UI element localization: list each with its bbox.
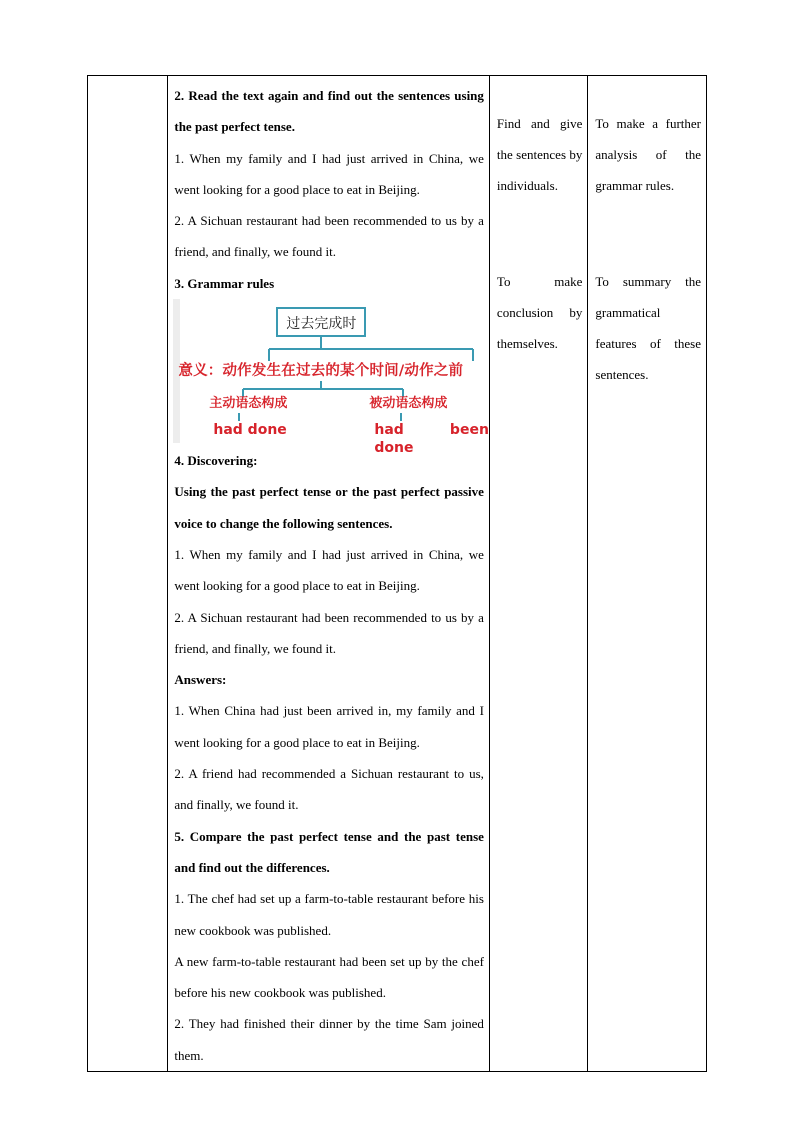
purpose-cell [588, 76, 707, 1072]
diagram-passive-form: had been done [374, 422, 489, 457]
section5-sentence-1: 1. The chef had set up a farm-to-table restaurant before his new cookbook was published. [174, 891, 484, 938]
students-activity-2: To make conclusion by themselves. [496, 273, 583, 352]
grammar-rules-diagram [173, 299, 489, 457]
answers-label: Answers: [174, 672, 227, 688]
table-row [88, 76, 707, 1072]
students-activity-cell [489, 76, 587, 1072]
teaching-content-cell [168, 76, 490, 1072]
diagram-meaning: 意义：动作发生在过去的某个时间/动作之前 [178, 363, 464, 380]
diagram-active-voice-label: 主动语态构成 [209, 396, 288, 412]
section4-title: 4. Discovering: [174, 453, 258, 469]
section4-instruction: Using the past perfect tense or the past perfect passive voice to change the following sentences. [174, 484, 484, 531]
diagram-active-form: had done [213, 422, 287, 439]
section2-sentence-1: 1. When my family and I had just arrived in China, we went looking for a good place to eat in Beijing. [174, 150, 484, 197]
students-activity-1: Find and give the sentences by individuals. [496, 116, 583, 194]
section2-sentence-2: 2. A Sichuan restaurant had been recommended to us by a friend, and finally, we found it. [174, 213, 484, 260]
purpose-1: To make a further analysis of the grammar rules. [595, 116, 701, 194]
lesson-plan-table [87, 75, 707, 1072]
purpose-2: To summary the grammatical features of these sentences. [595, 273, 701, 383]
stage-cell [88, 76, 168, 1072]
diagram-title-box: 过去完成时 [276, 307, 366, 337]
answer-2: 2. A friend had recommended a Sichuan restaurant to us, and finally, we found it. [174, 766, 484, 813]
section5-title: 5. Compare the past perfect tense and the past tense and find out the differences. [174, 828, 484, 875]
section4-sentence-2: 2. A Sichuan restaurant had been recommended to us by a friend, and finally, we found it. [174, 609, 484, 656]
answer-1: 1. When China had just been arrived in, my family and I went looking for a good place to eat in Beijing. [174, 703, 484, 750]
section5-sentence-2: 2. They had finished their dinner by the time Sam joined them. [174, 1016, 484, 1063]
section4-sentence-1: 1. When my family and I had just arrived in China, we went looking for a good place to eat in Beijing. [174, 546, 484, 594]
section3-title: 3. Grammar rules [174, 275, 275, 291]
section5-sentence-1b: A new farm-to-table restaurant had been set up by the chef before his new cookbook was published. [174, 953, 484, 1001]
section2-title: 2. Read the text again and find out the sentences using the past perfect tense. [174, 88, 484, 135]
diagram-passive-voice-label: 被动语态构成 [369, 396, 448, 412]
